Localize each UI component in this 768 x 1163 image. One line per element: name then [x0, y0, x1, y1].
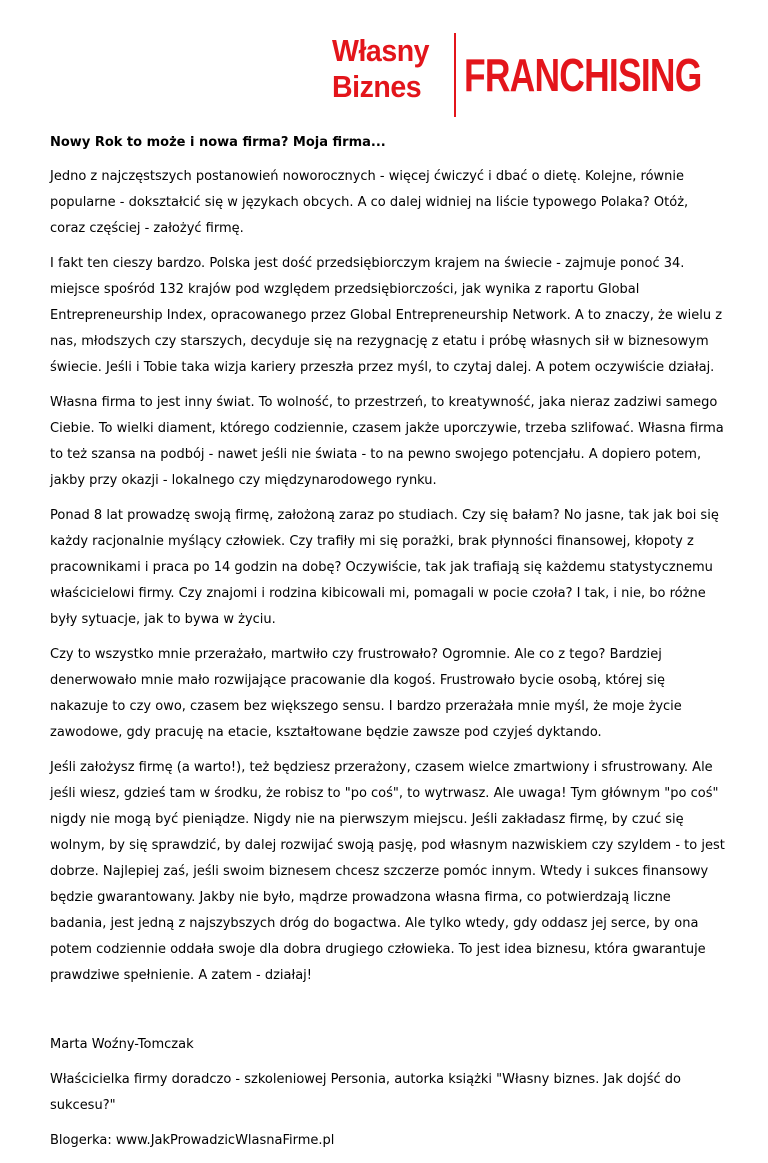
logo-brand: FRANCHISING: [464, 49, 702, 101]
article-title: Nowy Rok to może i nowa firma? Moja firma...: [50, 135, 386, 150]
paragraph: I fakt ten cieszy bardzo. Polska jest dość przedsiębiorczym krajem na świecie - zajmuje ponoć 34. miejsce spośród 132 krajów pod względem przedsiębiorczości, jak wynika z raportu Global Entrepreneurship Index, opracowanego przez Global Entrepreneurship Network. A to znaczy, że wielu z nas, młodszych czy starszych, decyduje się na rezygnację z etatu i próbę własnych sił w biznesowym świecie. Jeśli i Tobie taka wizja kariery przeszła przez myśl, to czytaj dalej. A potem oczywiście działaj.: [50, 256, 723, 375]
logo: [332, 33, 768, 117]
logo-divider: [454, 33, 456, 117]
logo-line-2: Biznes: [332, 69, 422, 104]
paragraph: Jedno z najczęstszych postanowień noworocznych - więcej ćwiczyć i dbać o dietę. Kolejne, równie popularne - dokształcić się w językach obcych. A co dalej widniej na liście typowego Polaka? Otóż, coraz częściej - założyć firmę.: [50, 169, 689, 236]
logo-line-1: Własny: [332, 33, 430, 68]
paragraph: Własna firma to jest inny świat. To wolność, to przestrzeń, to kreatywność, jaka nieraz zadziwi samego Ciebie. To wielki diament, którego codziennie, czasem jakże uporczywie, trzeba szlifować. Własna firma to też szansa na podbój - nawet jeśli nie świata - to na pewno swojego potencjału. A dopiero potem, jakby przy okazji - lokalnego czy międzynarodowego rynku.: [50, 395, 724, 488]
author-blog: Blogerka: www.JakProwadzicWlasnaFirme.pl: [50, 1133, 335, 1148]
article: [50, 130, 725, 1163]
paragraph: Ponad 8 lat prowadzę swoją firmę, założoną zaraz po studiach. Czy się bałam? No jasne, tak jak boi się każdy racjonalnie myślący człowiek. Czy trafiły mi się porażki, brak płynności finansowej, kłopoty z pracownikami i praca po 14 godzin na dobę? Oczywiście, tak jak trafiają się każdemu statystycznemu właścicielowi firmy. Czy znajomi i rodzina kibicowali mi, pomagali w pocie czoła? I tak, i nie, bo różne były sytuacje, jak to bywa w życiu.: [50, 508, 719, 627]
author-bio: Właścicielka firmy doradczo - szkoleniowej Personia, autorka książki "Własny biznes. Jak dojść do sukcesu?": [50, 1072, 681, 1113]
spacer: [50, 998, 725, 1032]
paragraph: Jeśli założysz firmę (a warto!), też będziesz przerażony, czasem wielce zmartwiony i sfrustrowany. Ale jeśli wiesz, gdzieś tam w środku, że robisz to "po coś", to wytrwasz. Ale uwaga! Tym głównym "po coś" nigdy nie mogą być pieniądze. Nigdy nie na pierwszym miejscu. Jeśli zakładasz firmę, by czuć się wolnym, by się sprawdzić, by dalej rozwijać swoją pasję, pod własnym nazwiskiem czy szyldem - to jest dobrze. Najlepiej zaś, jeśli swoim biznesem chcesz szczerze pomóc innym. Wtedy i sukces finansowy będzie gwarantowany. Jakby nie było, mądrze prowadzona własna firma, co potwierdzają liczne badania, jest jedną z najszybszych dróg do bogactwa. Ale tylko wtedy, gdy oddasz jej serce, by ona potem codziennie oddała swoje dla dobra drugiego człowieka. To jest idea biznesu, która gwarantuje prawdziwe spełnienie. A zatem - działaj!: [50, 760, 725, 983]
author-name: Marta Woźny-Tomczak: [50, 1037, 194, 1052]
paragraph: Czy to wszystko mnie przerażało, martwiło czy frustrowało? Ogromnie. Ale co z tego? Bardziej denerwowało mnie mało rozwijające pracowanie dla kogoś. Frustrowało bycie osobą, której się nakazuje to czy owo, czasem bez większego sensu. I bardzo przerażała mnie myśl, że moje życie zawodowe, gdy pracuję na etacie, kształtowane będzie zawsze pod czyjeś dyktando.: [50, 647, 682, 740]
logo-wordmark: [332, 33, 435, 105]
